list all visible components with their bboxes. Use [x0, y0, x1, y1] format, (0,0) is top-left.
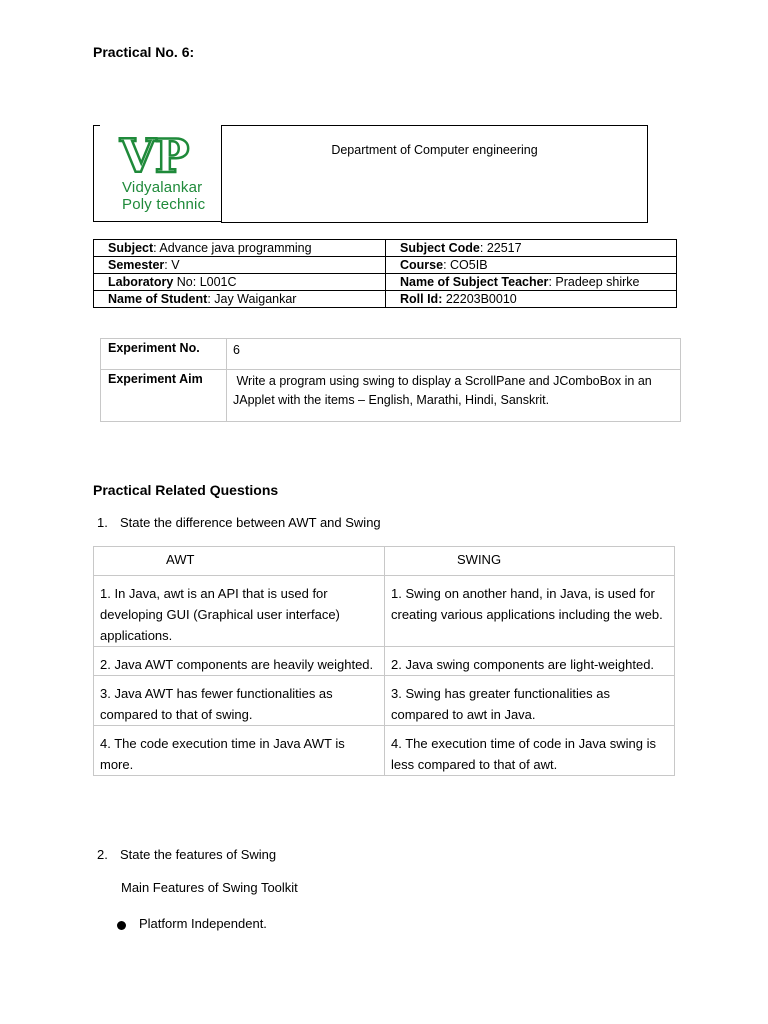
- swing-cell: 2. Java swing components are light-weighted.: [385, 647, 675, 676]
- experiment-aim-row: [101, 370, 681, 422]
- bullet-icon: [117, 921, 126, 930]
- laboratory-cell: [94, 274, 386, 291]
- course-cell: [386, 257, 677, 274]
- header-awt: [94, 547, 385, 576]
- subject-cell: [94, 240, 386, 257]
- logo-name-line1: Vidyalankar: [122, 179, 203, 196]
- comparison-table: [93, 546, 675, 776]
- logo-cell: [93, 125, 222, 222]
- info-table: [93, 239, 677, 308]
- semester-cell: [94, 257, 386, 274]
- header-swing-label: SWING: [457, 552, 502, 567]
- features-subtitle: Main Features of Swing Toolkit: [121, 880, 298, 895]
- college-logo: VP: [120, 129, 189, 183]
- info-row: [94, 257, 677, 274]
- swing-cell: 4. The execution time of code in Java swing is less compared to that of awt.: [385, 726, 675, 776]
- subject-code-label: Subject Code: [400, 241, 480, 255]
- questions-title: Practical Related Questions: [93, 482, 279, 498]
- feature-text: Platform Independent.: [139, 916, 267, 931]
- subject-value: : Advance java programming: [153, 241, 312, 255]
- teacher-value: : Pradeep shirke: [548, 275, 640, 289]
- comparison-header-row: [94, 547, 675, 576]
- experiment-table: [100, 338, 681, 422]
- student-cell: [94, 291, 386, 308]
- awt-cell: 3. Java AWT has fewer functionalities as compared to that of swing.: [94, 676, 385, 726]
- subject-code-cell: [386, 240, 677, 257]
- swing-cell: 3. Swing has greater functionalities as compared to awt in Java.: [385, 676, 675, 726]
- experiment-no-value: 6: [227, 339, 681, 370]
- student-label: Name of Student: [108, 292, 208, 306]
- table-row: [94, 676, 675, 726]
- info-row: [94, 274, 677, 291]
- logo-name-line2: Poly technic: [122, 196, 206, 213]
- practical-title: Practical No. 6:: [93, 44, 195, 60]
- department-name: Department of Computer engineering: [331, 143, 538, 157]
- experiment-aim-label: Experiment Aim: [101, 370, 227, 422]
- semester-value: : V: [164, 258, 180, 272]
- experiment-no-row: [101, 339, 681, 370]
- subject-label: Subject: [108, 241, 154, 255]
- header-box: [93, 125, 648, 223]
- question-text: State the difference between AWT and Swing: [120, 515, 381, 530]
- awt-cell: 4. The code execution time in Java AWT is more.: [94, 726, 385, 776]
- subject-code-value: : 22517: [479, 241, 522, 255]
- info-row: [94, 240, 677, 257]
- student-value: : Jay Waigankar: [207, 292, 297, 306]
- semester-label: Semester: [108, 258, 165, 272]
- roll-value: 22203B0010: [442, 292, 517, 306]
- question-number: 2.: [97, 847, 108, 862]
- roll-cell: [386, 291, 677, 308]
- department-cell: [221, 125, 648, 223]
- header-awt-label: AWT: [166, 552, 195, 567]
- teacher-label: Name of Subject Teacher: [400, 275, 549, 289]
- course-value: : CO5IB: [443, 258, 488, 272]
- table-row: [94, 726, 675, 776]
- header-swing: [385, 547, 675, 576]
- question-number: 1.: [97, 515, 108, 530]
- awt-cell: 2. Java AWT components are heavily weighted.: [94, 647, 385, 676]
- experiment-no-label: Experiment No.: [101, 339, 227, 370]
- table-row: [94, 576, 675, 647]
- course-label: Course: [400, 258, 444, 272]
- roll-label: Roll Id:: [400, 292, 443, 306]
- question-text: State the features of Swing: [120, 847, 277, 862]
- info-row: [94, 291, 677, 308]
- experiment-aim-value: Write a program using swing to display a ScrollPane and JComboBox in an JApplet with the items – English, Marathi, Hindi, Sanskrit.: [227, 370, 681, 422]
- laboratory-label: Laboratory: [108, 275, 174, 289]
- swing-cell: 1. Swing on another hand, in Java, is used for creating various applications including the web.: [385, 576, 675, 647]
- laboratory-value: No: L001C: [173, 275, 237, 289]
- teacher-cell: [386, 274, 677, 291]
- awt-cell: 1. In Java, awt is an API that is used for developing GUI (Graphical user interface) applications.: [94, 576, 385, 647]
- table-row: [94, 647, 675, 676]
